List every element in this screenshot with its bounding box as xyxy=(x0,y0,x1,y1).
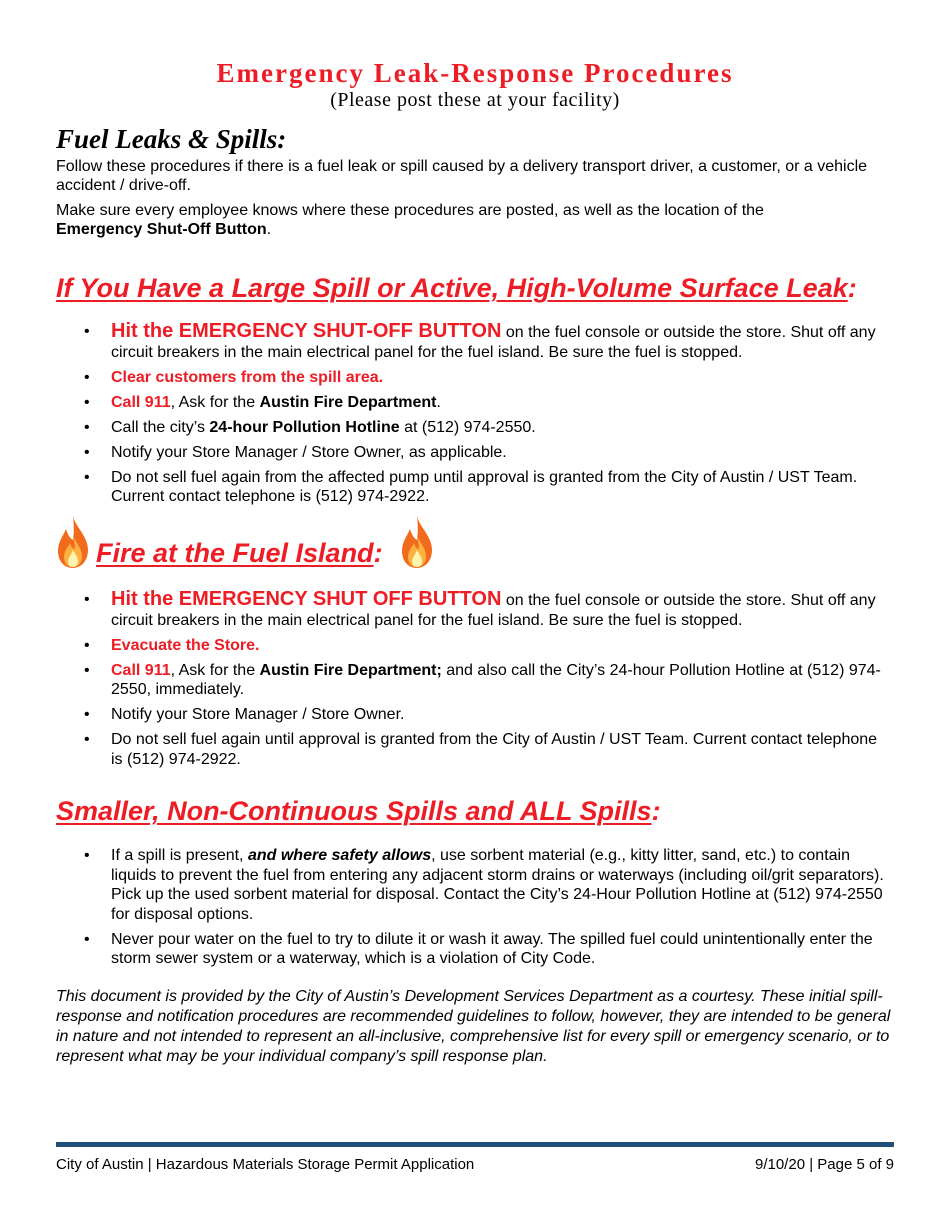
bullet-glyph: • xyxy=(84,636,90,654)
bullet-glyph: • xyxy=(84,847,90,864)
page-title: Emergency Leak-Response Procedures xyxy=(216,58,734,88)
bullet-glyph: • xyxy=(84,706,90,723)
list-item-text: Notify your Store Manager / Store Owner, as applicable. xyxy=(111,443,507,461)
list-item-red: Call 911 xyxy=(111,661,171,679)
intro-paragraph-2 xyxy=(56,201,896,239)
list-item-bold: 24-hour Pollution Hotline xyxy=(209,418,400,436)
list-item xyxy=(84,930,884,969)
list-item-red: Clear customers from the spill area. xyxy=(111,368,384,386)
flame-icon xyxy=(398,514,436,570)
large-spill-heading-text: If You Have a Large Spill or Active, High-Volume Surface Leak xyxy=(56,273,848,303)
list-item xyxy=(84,661,884,700)
large-spill-list xyxy=(84,322,884,512)
fire-heading xyxy=(96,538,383,569)
fire-heading-text: Fire at the Fuel Island xyxy=(96,538,374,568)
footer-divider xyxy=(56,1142,894,1147)
intro-bold: Emergency Shut-Off Button xyxy=(56,221,267,238)
bullet-glyph: • xyxy=(84,468,90,486)
list-item xyxy=(84,322,884,362)
list-item-text: Call the city’s xyxy=(111,418,210,436)
bullet-glyph: • xyxy=(84,368,90,386)
list-item xyxy=(84,468,884,507)
bullet-glyph: • xyxy=(84,661,90,679)
flame-icon xyxy=(54,514,92,570)
footer-page-info: 9/10/20 | Page 5 of 9 xyxy=(754,1156,894,1173)
intro-text: Make sure every employee knows where these procedures are posted, as well as the location of the xyxy=(56,202,764,219)
list-item xyxy=(84,705,884,725)
page-subtitle: (Please post these at your facility) xyxy=(330,89,620,111)
list-item-text: , Ask for the xyxy=(170,661,260,679)
bullet-glyph: • xyxy=(84,591,90,608)
large-spill-heading-colon: : xyxy=(847,273,857,303)
bullet-glyph: • xyxy=(84,731,90,748)
large-spill-heading xyxy=(56,273,857,304)
list-item-red: Call 911 xyxy=(111,393,171,411)
list-item-text: Never pour water on the fuel to try to dilute it or wash it away. The spilled fuel could unintentionally enter the storm sewer system or a waterway, which is a violation of City Code. xyxy=(111,930,873,967)
bullet-glyph: • xyxy=(84,930,90,948)
list-item-bold-italic: and where safety allows xyxy=(247,847,432,864)
bullet-glyph: • xyxy=(84,323,90,340)
list-item-text: Notify your Store Manager / Store Owner. xyxy=(111,706,405,723)
small-spill-list xyxy=(84,846,884,974)
fuel-leaks-heading: Fuel Leaks & Spills: xyxy=(56,124,287,154)
bullet-glyph: • xyxy=(84,418,90,436)
intro-paragraph-1: Follow these procedures if there is a fuel leak or spill caused by a delivery transport driver, a customer, or a vehicle accident / drive-off. xyxy=(56,158,868,194)
disclaimer-paragraph: This document is provided by the City of Austin’s Development Services Department as a courtesy. These initial spill-response and notification procedures are recommended guidelines to follow, however, they are intended to be general in nature and not intended to represent an all-inclusive, comprehensive list for every spill or emergency scenario, or to represent what may be your individual company’s spill response plan. xyxy=(56,988,891,1065)
list-item-red: Evacuate the Store. xyxy=(111,636,260,654)
list-item xyxy=(84,393,884,413)
small-spill-heading xyxy=(56,796,661,827)
bullet-glyph: • xyxy=(84,443,90,461)
list-item-end: , use sorbent material (e.g., kitty litter, sand, etc.) to contain liquids to prevent the fuel from entering any adjacent storm drains or waterways (including oil/grit separators). Pick up the used sorbent material for disposal. Contact the City’s 24-Hour Pollution Hotline at (512) 974-2550 for disposal options. xyxy=(111,847,884,923)
list-item xyxy=(84,846,884,924)
list-item-red: Hit the EMERGENCY SHUT-OFF BUTTON xyxy=(111,320,502,342)
list-item xyxy=(84,368,884,388)
list-item-bold: Austin Fire Department; xyxy=(259,661,442,679)
bullet-glyph: • xyxy=(84,393,90,411)
fire-list xyxy=(84,590,884,775)
list-item-bold: Austin Fire Department xyxy=(259,393,437,411)
list-item-text: Do not sell fuel again until approval is granted from the City of Austin / UST Team. Current contact telephone is (512) 974-2922. xyxy=(111,731,878,768)
list-item-text: If a spill is present, xyxy=(111,847,248,864)
intro-end: . xyxy=(266,221,272,238)
list-item-text: , Ask for the xyxy=(170,393,260,411)
list-item-text: on the fuel console or outside the store. Shut off any circuit breakers in the main electrical panel for the fuel island. Be sure the fuel is stopped. xyxy=(111,324,876,361)
fire-heading-colon: : xyxy=(373,538,383,568)
list-item-text: Do not sell fuel again from the affected pump until approval is granted from the City of Austin / UST Team. Current contact telephone is (512) 974-2922. xyxy=(111,468,858,505)
list-item-end: at (512) 974-2550. xyxy=(399,418,536,436)
list-item-end: and also call the City’s 24-hour Pollution Hotline at (512) 974-2550, immediately. xyxy=(111,661,881,698)
list-item xyxy=(84,590,884,630)
small-spill-heading-colon: : xyxy=(651,796,661,826)
list-item-end: . xyxy=(436,393,441,411)
list-item xyxy=(84,443,884,463)
list-item xyxy=(84,418,884,438)
list-item-red: Hit the EMERGENCY SHUT OFF BUTTON xyxy=(111,588,502,610)
list-item xyxy=(84,730,884,769)
list-item-text: on the fuel console or outside the store. Shut off any circuit breakers in the main electrical panel for the fuel island. Be sure the fuel is stopped. xyxy=(111,592,876,629)
footer-document-title: City of Austin | Hazardous Materials Storage Permit Application xyxy=(56,1156,475,1173)
list-item xyxy=(84,636,884,656)
small-spill-heading-text: Smaller, Non-Continuous Spills and ALL Spills xyxy=(56,796,652,826)
